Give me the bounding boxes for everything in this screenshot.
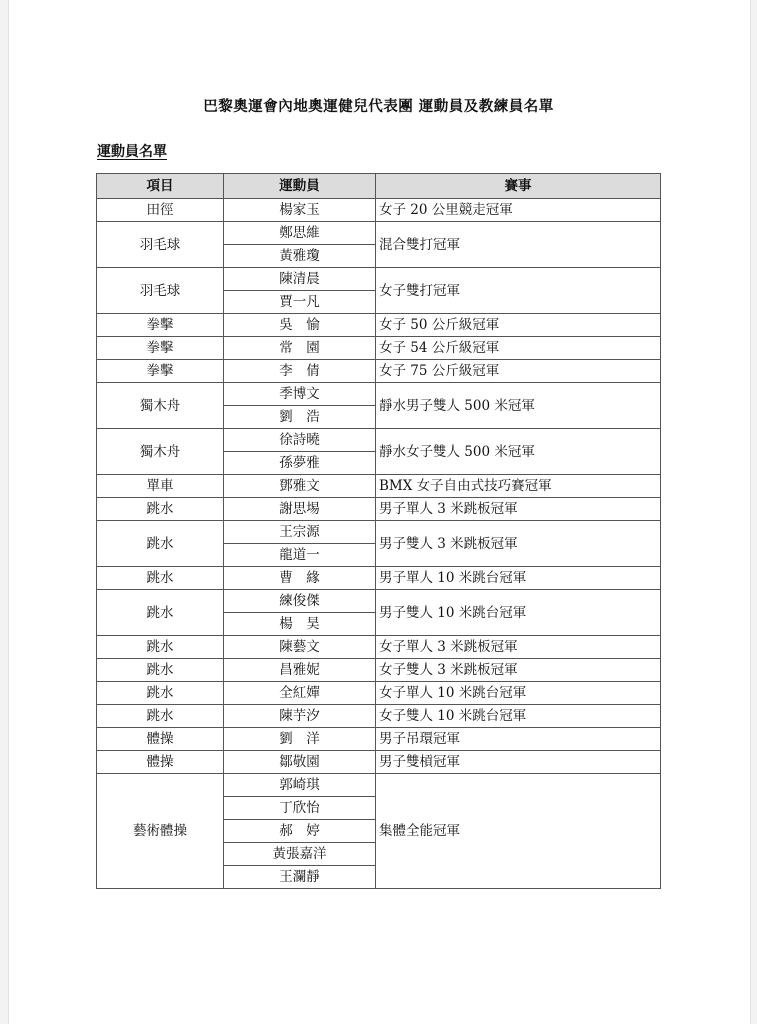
athlete-cell: 鄒敬園 (224, 751, 376, 774)
athlete-cell: 楊 昊 (224, 613, 376, 636)
sport-cell: 單車 (97, 475, 224, 498)
sport-cell: 獨木舟 (97, 429, 224, 475)
event-cell: 混合雙打冠軍 (376, 222, 661, 268)
sport-cell: 體操 (97, 728, 224, 751)
table-row (97, 383, 661, 406)
table-header-row (97, 174, 661, 199)
athlete-cell: 李 倩 (224, 360, 376, 383)
table-row (97, 728, 661, 751)
athlete-cell: 昌雅妮 (224, 659, 376, 682)
sport-cell: 體操 (97, 751, 224, 774)
athlete-cell: 吳 愉 (224, 314, 376, 337)
sport-cell: 跳水 (97, 567, 224, 590)
table-row (97, 314, 661, 337)
event-cell: 男子吊環冠軍 (376, 728, 661, 751)
sport-cell: 羽毛球 (97, 222, 224, 268)
sport-cell: 田徑 (97, 199, 224, 222)
document-title: 巴黎奧運會內地奧運健兒代表團 運動員及教練員名單 (203, 98, 554, 115)
event-cell: 女子 75 公斤級冠軍 (376, 360, 661, 383)
event-cell: 集體全能冠軍 (376, 774, 661, 889)
table-row (97, 774, 661, 797)
event-cell: 女子 50 公斤級冠軍 (376, 314, 661, 337)
event-cell: 靜水男子雙人 500 米冠軍 (376, 383, 661, 429)
sport-cell: 獨木舟 (97, 383, 224, 429)
sport-cell: 跳水 (97, 705, 224, 728)
athlete-cell: 陳清晨 (224, 268, 376, 291)
event-cell: 女子雙人 10 米跳台冠軍 (376, 705, 661, 728)
table-row (97, 429, 661, 452)
sport-cell: 藝術體操 (97, 774, 224, 889)
sport-cell: 跳水 (97, 636, 224, 659)
sport-cell: 跳水 (97, 682, 224, 705)
table-row (97, 337, 661, 360)
athlete-cell: 徐詩曉 (224, 429, 376, 452)
event-cell: 女子雙人 3 米跳板冠軍 (376, 659, 661, 682)
athlete-cell: 常 園 (224, 337, 376, 360)
table-row (97, 360, 661, 383)
sport-cell: 跳水 (97, 590, 224, 636)
table-row (97, 590, 661, 613)
event-cell: 靜水女子雙人 500 米冠軍 (376, 429, 661, 475)
athlete-cell: 楊家玉 (224, 199, 376, 222)
athlete-cell: 郝 婷 (224, 820, 376, 843)
athlete-cell: 全紅嬋 (224, 682, 376, 705)
athlete-cell: 郭崎琪 (224, 774, 376, 797)
athlete-cell: 練俊傑 (224, 590, 376, 613)
header-sport: 項目 (97, 174, 224, 199)
event-cell: BMX 女子自由式技巧賽冠軍 (376, 475, 661, 498)
event-cell: 女子雙打冠軍 (376, 268, 661, 314)
event-cell: 男子雙槓冠軍 (376, 751, 661, 774)
table-row (97, 636, 661, 659)
athlete-cell: 謝思埸 (224, 498, 376, 521)
event-cell: 女子單人 10 米跳台冠軍 (376, 682, 661, 705)
event-cell: 女子單人 3 米跳板冠軍 (376, 636, 661, 659)
athlete-cell: 丁欣怡 (224, 797, 376, 820)
event-cell: 男子單人 3 米跳板冠軍 (376, 498, 661, 521)
athlete-table (96, 173, 661, 889)
header-athlete: 運動員 (224, 174, 376, 199)
table-row (97, 475, 661, 498)
event-cell: 男子單人 10 米跳台冠軍 (376, 567, 661, 590)
athlete-cell: 劉 洋 (224, 728, 376, 751)
athlete-cell: 鄭思維 (224, 222, 376, 245)
athlete-cell: 王宗源 (224, 521, 376, 544)
event-cell: 男子雙人 10 米跳台冠軍 (376, 590, 661, 636)
athlete-cell: 黃張嘉洋 (224, 843, 376, 866)
section-heading: 運動員名單 (97, 144, 167, 160)
sport-cell: 跳水 (97, 521, 224, 567)
athlete-cell: 龍道一 (224, 544, 376, 567)
header-event: 賽事 (376, 174, 661, 199)
athlete-cell: 陳芋汐 (224, 705, 376, 728)
table-row (97, 268, 661, 291)
sport-cell: 羽毛球 (97, 268, 224, 314)
table-row (97, 751, 661, 774)
table-row (97, 682, 661, 705)
athlete-cell: 曹 緣 (224, 567, 376, 590)
event-cell: 女子 20 公里競走冠軍 (376, 199, 661, 222)
table-row (97, 498, 661, 521)
athlete-cell: 孫夢雅 (224, 452, 376, 475)
table-row (97, 521, 661, 544)
sport-cell: 跳水 (97, 659, 224, 682)
athlete-cell: 王瀾靜 (224, 866, 376, 889)
athlete-cell: 賈一凡 (224, 291, 376, 314)
sport-cell: 拳擊 (97, 360, 224, 383)
athlete-cell: 黃雅瓊 (224, 245, 376, 268)
sport-cell: 拳擊 (97, 314, 224, 337)
sport-cell: 跳水 (97, 498, 224, 521)
athlete-cell: 劉 浩 (224, 406, 376, 429)
table-row (97, 199, 661, 222)
athlete-cell: 陳藝文 (224, 636, 376, 659)
table-row (97, 222, 661, 245)
athlete-cell: 季博文 (224, 383, 376, 406)
sport-cell: 拳擊 (97, 337, 224, 360)
event-cell: 男子雙人 3 米跳板冠軍 (376, 521, 661, 567)
table-row (97, 567, 661, 590)
athlete-cell: 鄧雅文 (224, 475, 376, 498)
event-cell: 女子 54 公斤級冠軍 (376, 337, 661, 360)
